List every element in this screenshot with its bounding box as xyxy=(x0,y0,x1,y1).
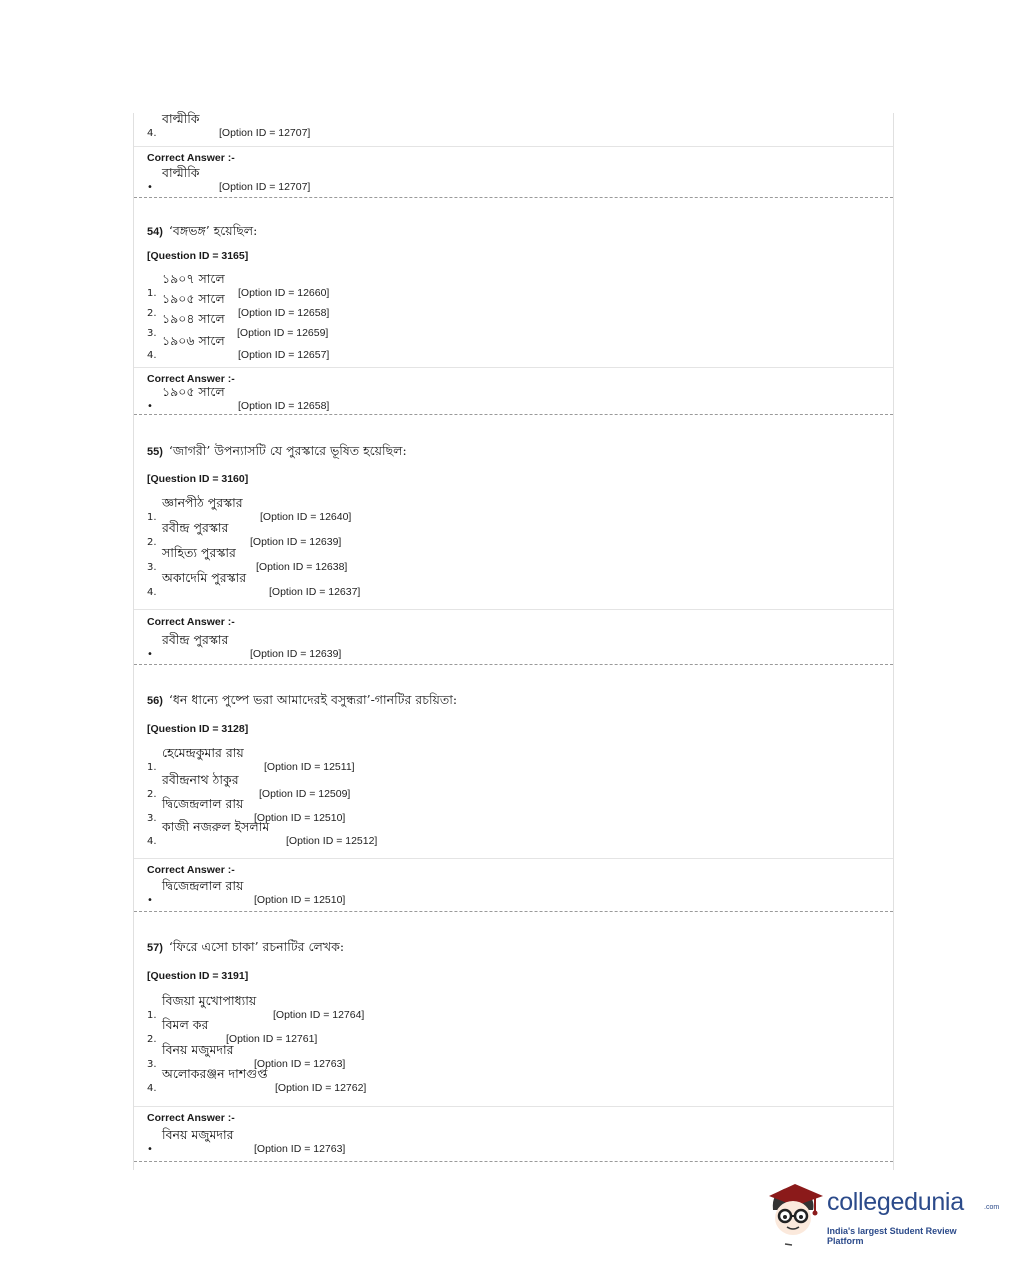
question-56-heading: 56) ‘ধন ধান্যে পুষ্পে ভরা আমাদেরই বসুন্ধরা’-গানটির রচয়িতা: xyxy=(147,692,458,707)
divider xyxy=(134,146,893,147)
divider xyxy=(134,858,893,859)
brand-tagline: India's largest Student Review Platform xyxy=(827,1226,957,1246)
question-separator xyxy=(134,664,893,665)
question-56-id: [Question ID = 3128] xyxy=(147,723,249,735)
brand-suffix: .com xyxy=(984,1204,1000,1211)
divider xyxy=(134,367,893,368)
collegedunia-logo xyxy=(765,1180,1000,1250)
question-57-heading: 57) ‘ফিরে এসো চাকা’ রচনাটির লেখক: xyxy=(147,939,345,954)
question-separator xyxy=(134,911,893,912)
question-54-id: [Question ID = 3165] xyxy=(147,250,249,262)
question-55-heading: 55) ‘জাগরী’ উপন্যাসটি যে পুরস্কারে ভূষিত হয়েছিল: xyxy=(147,443,407,458)
correct-answer-label: Correct Answer :- xyxy=(147,1112,235,1124)
question-54-heading: 54) ‘বঙ্গভঙ্গ’ হয়েছিল: xyxy=(147,223,258,238)
question-separator xyxy=(134,1161,893,1162)
question-55-id: [Question ID = 3160] xyxy=(147,473,249,485)
correct-answer-label: Correct Answer :- xyxy=(147,864,235,876)
mascot-icon xyxy=(765,1180,825,1250)
brand-name: collegedunia xyxy=(827,1188,964,1216)
correct-answer-label: Correct Answer :- xyxy=(147,152,235,164)
question-separator xyxy=(134,197,893,198)
exam-page: 4. বাল্মীকি [Option ID = 12707] Correct Answer :- • বাল্মীকি [Option ID = 12707] 54) ‘বঙ্গভঙ্গ’ হয়েছিল: [Question ID = 3165] 1. ১৯০৭ সালে [Option ID = 12660] 2. ১৯০৫ সালে [Option ID = 12658] 3. ১৯০৪ সালে [Option ID = 12659] 4. ১৯০৬ সালে [Option ID = 12657] Correct Answer :- • ১৯০৫ সালে [Option ID = 12658] 55) ‘জাগরী’ উপন্যাসটি যে পুরস্কারে ভূষিত হয়েছিল: [Question ID = 3160] 1. জ্ঞানপীঠ পুরস্কার [Option ID = 12640] 2. রবীন্দ্র পুরস্কার [Option ID = 12639] 3. সাহিত্য পুরস্কার [Option ID = 12638] 4. অকাদেমি পুরস্কার [Option ID = 12637] Correct Answer :- • রবীন্দ্র পুরস্কার [Option ID = 12639] 56) ‘ধন ধান্যে পুষ্পে ভরা আমাদেরই বসুন্ধরা’-গানটির রচয়িতা: [Question ID = 3128] 1. হেমেন্দ্রকুমার রায় [Option ID = 12511] 2. রবীন্দ্রনাথ ঠাকুর [Option ID = 12509] 3. দ্বিজেন্দ্রলাল রায় [Option ID = 12510] 4. কাজী নজরুল ইসলাম [Option ID = 12512] Correct Answer :- • দ্বিজেন্দ্রলাল রায় [Option ID = 12510] 57) ‘ফিরে এসো চাকা’ রচনাটির লেখক: [Question ID = 3191] 1. বিজয়া মুখোপাধ্যায় [Option ID = 12764] 2. বিমল কর [Option ID = 12761] 3. বিনয় মজুমদার [Option ID = 12763] 4. অলোকরঞ্জন দাশগুপ্ত [Option ID = 12762] Correct Answer :- • বিনয় মজুমদার [Option ID = 12763] xyxy=(133,113,894,1170)
question-separator xyxy=(134,414,893,415)
divider xyxy=(134,609,893,610)
correct-answer-label: Correct Answer :- xyxy=(147,373,235,385)
question-57-id: [Question ID = 3191] xyxy=(147,970,249,982)
correct-answer-label: Correct Answer :- xyxy=(147,616,235,628)
divider xyxy=(134,1106,893,1107)
